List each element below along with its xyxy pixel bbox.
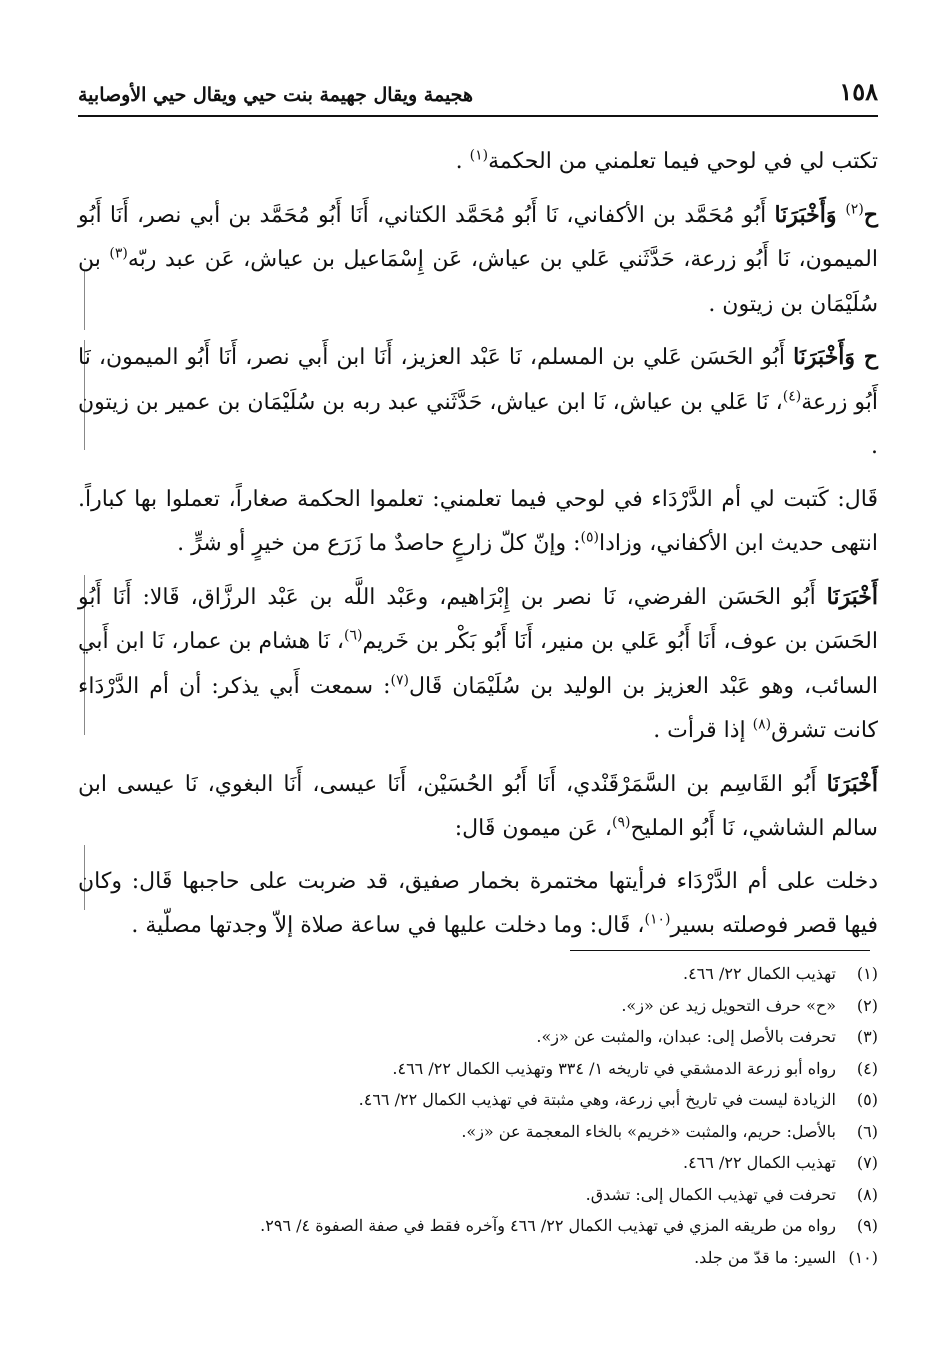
footnote bbox=[78, 1021, 878, 1053]
text: أَبُو الحَسَن الفرضي، نَا نصر بن إِبْرَاهيم، وعَبْد اللَّه بن عَبْد الرزَّاق، قَالا: أَنَا أَبُو الحَسَن بن عوف، أَنَا أَبُو عَلي بن منير، أَنَا أَبُو بَكْر بن خَريم bbox=[78, 584, 878, 654]
footnote-text: رواه أبو زرعة الدمشقي في تاريخه ١/ ٣٣٤ وتهذيب الكمال ٢٢/ ٤٦٦. bbox=[392, 1058, 836, 1078]
footnote-text: تهذيب الكمال ٢٢/ ٤٦٦. bbox=[682, 1153, 836, 1172]
page-number: ١٥٨ bbox=[839, 77, 878, 106]
text: إذا قرأت . bbox=[653, 718, 753, 743]
text: ، نَا هشام بن عمار، نَا ابن أَبي السائب، وهو عَبْد العزيز بن الوليد بن سُلَيْمَان قَال bbox=[78, 629, 878, 699]
footnote-number: (٤) bbox=[856, 1058, 878, 1078]
footnote-text: بالأصل: حريم، والمثبت «خريم» بالخاء المعجمة عن «ز». bbox=[461, 1121, 836, 1141]
paragraph-1 bbox=[78, 140, 878, 185]
footnote-ref[interactable]: (٤) bbox=[782, 388, 802, 405]
footnote-number: (٣) bbox=[856, 1027, 878, 1046]
akhbarana-keyword: وَأَخْبَرَنَا bbox=[774, 201, 846, 228]
footnote-ref[interactable]: (٩) bbox=[611, 814, 631, 831]
main-text bbox=[78, 140, 878, 957]
paragraph-7 bbox=[78, 860, 878, 949]
footnote-text: السير: ما قدّ من جلد. bbox=[694, 1247, 836, 1267]
footnote-number: (٨) bbox=[856, 1184, 878, 1204]
isnad-marker: ح bbox=[863, 201, 878, 228]
footnote bbox=[78, 1179, 878, 1211]
text: أَبُو القَاسِم بن السَّمَرْقَنْدي، أَنَا أَبُو الحُسَيْن، أَنَا عيسى، أَنَا البغوي، نَا عيسى ابن سالم الشاشي، نَا أَبُو المليح bbox=[78, 771, 878, 841]
footnote bbox=[78, 1210, 878, 1242]
footnote-ref[interactable]: (٢) bbox=[845, 201, 864, 218]
footnote-number: (٥) bbox=[856, 1090, 878, 1109]
footnote-ref[interactable]: (٦) bbox=[344, 627, 363, 644]
text: بن سُلَيْمَان بن زيتون . bbox=[78, 247, 878, 317]
footnote-number: (٦) bbox=[856, 1121, 878, 1141]
text: دخلت على أم الدَّرْدَاء فرأيتها مختمرة بخمار صفيق، قد ضربت على حاجبها قَال: وكان فيها قصر فوصلته بسير bbox=[78, 868, 878, 938]
footnote-number: (٧) bbox=[856, 1153, 878, 1172]
footnote bbox=[78, 1147, 878, 1179]
isnad-marker: ح bbox=[863, 344, 878, 370]
paragraph-6 bbox=[78, 762, 878, 852]
footnote-ref[interactable]: (٨) bbox=[752, 716, 772, 733]
footnote bbox=[78, 990, 878, 1022]
footnote bbox=[78, 1053, 878, 1085]
text: قَال: كَتبت لي أم الدَّرْدَاء في لوحي فيما تعلمني: تعلموا الحكمة صغاراً، تعملوا بها كباراً. انتهى حديث ابن الأكفاني، وزادا bbox=[78, 486, 878, 556]
text: ، قَال: وما دخلت عليها في ساعة صلاة إلاّ وجدتها مصلّية . bbox=[131, 913, 645, 938]
footnote-ref[interactable]: (٣) bbox=[109, 245, 128, 262]
text: أَبُو الحَسَن عَلي بن المسلم، نَا عَبْد العزيز، أَنَا ابن أَبي نصر، أَنَا أَبُو الميمون، نَا أَبُو زرعة bbox=[78, 345, 878, 415]
footnote-ref[interactable]: (١٠) bbox=[644, 911, 671, 928]
footnote-text: الزيادة ليست في تاريخ أبي زرعة، وهي مثبتة في تهذيب الكمال ٢٢/ ٤٦٦. bbox=[358, 1090, 836, 1109]
text: : سمعت أَبي يذكر: أن أم الدَّرْدَاء كانت تشرق bbox=[78, 673, 878, 743]
footnote bbox=[78, 958, 878, 990]
text: . bbox=[455, 149, 470, 174]
footnote-number: (١٠) bbox=[848, 1247, 878, 1267]
text: ، عَن ميمون قَال: bbox=[454, 816, 612, 841]
footnote-ref[interactable]: (٧) bbox=[390, 672, 410, 689]
paragraph-4 bbox=[78, 478, 878, 567]
footnote-number: (٩) bbox=[856, 1216, 878, 1235]
footnote-text: تحرفت بالأصل إلى: عبدان، والمثبت عن «ز». bbox=[536, 1027, 836, 1046]
header-rule bbox=[78, 115, 878, 117]
text: : وإنّ كلّ زارعٍ حاصدٌ ما زَرَع من خيرٍ أو شرٍّ . bbox=[177, 531, 581, 556]
akhbarana-keyword: وَأَخْبَرَنَا bbox=[793, 344, 864, 370]
footnote-number: (١) bbox=[856, 964, 878, 983]
footnote bbox=[78, 1116, 878, 1148]
footnote-text: رواه من طريقه المزي في تهذيب الكمال ٢٢/ ٤٦٦ وآخره فقط في صفة الصفوة ٤/ ٢٩٦. bbox=[260, 1216, 836, 1235]
footnote-number: (٢) bbox=[856, 995, 878, 1015]
footnotes bbox=[78, 958, 878, 1273]
footnote bbox=[78, 1242, 878, 1274]
paragraph-2 bbox=[78, 193, 878, 328]
running-head: هجيمة ويقال جهيمة بنت حيي ويقال حيي الأوصابية bbox=[78, 84, 473, 106]
footnote-ref[interactable]: (١) bbox=[469, 147, 489, 164]
akhbarana-keyword: أَخْبَرَنَا bbox=[826, 770, 878, 797]
footnote bbox=[78, 1084, 878, 1116]
akhbarana-keyword: أَخْبَرَنَا bbox=[826, 583, 878, 610]
footnote-text: تحرفت في تهذيب الكمال إلى: تشدق. bbox=[585, 1184, 836, 1204]
footnote-separator bbox=[570, 950, 870, 951]
footnote-text: تهذيب الكمال ٢٢/ ٤٦٦. bbox=[682, 964, 836, 983]
page-header bbox=[78, 66, 878, 106]
paragraph-5 bbox=[78, 575, 878, 754]
text: تكتب لي في لوحي فيما تعلمني من الحكمة bbox=[488, 149, 878, 174]
footnote-text: «ح» حرف التحويل زيد عن «ز». bbox=[621, 995, 836, 1015]
footnote-ref[interactable]: (٥) bbox=[580, 529, 600, 546]
text: ، نَا عَلي بن عياش، نَا ابن عياش، حَدَّثَني عبد ربه بن سُلَيْمَان بن عمير بن زيتون . bbox=[78, 389, 878, 459]
text: أَبُو مُحَمَّد بن الأكفاني، نَا أَبُو مُحَمَّد الكتاني، أَنَا أَبُو مُحَمَّد بن أبي نصر، أَنَا أَبُو الميمون، نَا أَبُو زرعة، حَدَّثَني عَلي بن عياش، عَن إِسْمَاعيل بن عياش، عَن عبد ربّه bbox=[78, 202, 878, 272]
paragraph-3 bbox=[78, 335, 878, 470]
